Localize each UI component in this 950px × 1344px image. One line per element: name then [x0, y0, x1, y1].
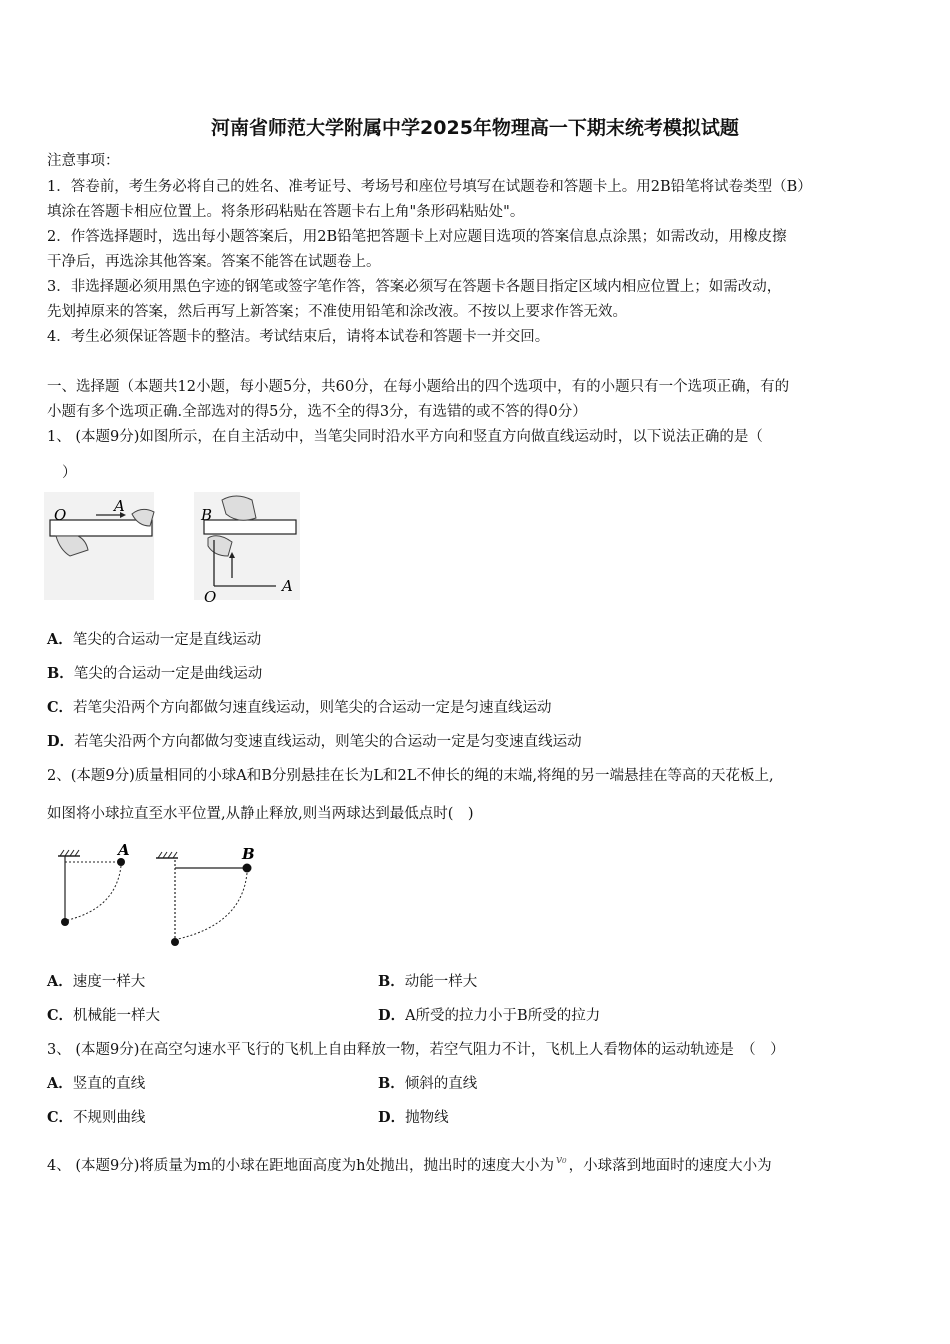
option-key: A．: [47, 1075, 73, 1092]
option-b[interactable]: [378, 972, 477, 992]
option-a[interactable]: [47, 972, 145, 992]
option-key: C．: [47, 1109, 74, 1126]
option-text: 不规则曲线: [73, 1110, 146, 1126]
ball-a-lowest: [61, 918, 69, 926]
option-key: B．: [378, 973, 405, 990]
notice-line: 2．作答选择题时，选出每小题答案后，用2B铅笔把答题卡上对应题目选项的答案信息点涂黑；如需改动，用橡皮擦: [47, 229, 787, 245]
option-text: 若笔尖沿两个方向都做匀变速直线运动，则笔尖的合运动一定是匀变速直线运动: [74, 734, 582, 750]
option-text: 若笔尖沿两个方向都做匀速直线运动，则笔尖的合运动一定是匀速直线运动: [73, 700, 552, 716]
label-a: A: [118, 841, 130, 859]
section-heading-line: 一、选择题（本题共12小题，每小题5分，共60分，在每小题给出的四个选项中，有的小题只有一个选项正确，有的: [47, 379, 790, 395]
question-3-stem: 3、 (本题9分)在高空匀速水平飞行的飞机上自由释放一物，若空气阻力不计，飞机上人看物体的运动轨迹是 （ ）: [47, 1042, 785, 1058]
option-b[interactable]: [47, 664, 262, 684]
notice-line: 1．答卷前，考生务必将自己的姓名、准考证号、考场号和座位号填写在试题卷和答题卡上。用2B铅笔将试卷类型（B）: [47, 179, 812, 195]
ball-b-lowest: [171, 938, 179, 946]
option-text: 倾斜的直线: [404, 1076, 478, 1092]
label-b: B: [201, 506, 213, 524]
option-text: 动能一样大: [404, 974, 478, 990]
v0-symbol: v₀: [555, 1153, 567, 1166]
option-key: B．: [378, 1075, 405, 1092]
option-text: 笔尖的合运动一定是曲线运动: [73, 666, 263, 682]
section-heading-line: 小题有多个选项正确.全部选对的得5分，选不全的得3分，有选错的或不答的得0分）: [47, 404, 587, 420]
option-key: D．: [47, 733, 75, 750]
option-c[interactable]: [47, 1108, 146, 1128]
option-key: D．: [378, 1007, 406, 1024]
notice-line: 4．考生必须保证答题卡的整洁。考试结束后，请将本试卷和答题卡一并交回。: [47, 329, 550, 345]
label-b: B: [242, 845, 255, 863]
question-2-stem: 2、(本题9分)质量相同的小球A和B分别悬挂在长为L和2L不伸长的绳的末端,将绳的另一端悬挂在等高的天花板上,: [47, 768, 774, 784]
option-key: C．: [47, 1007, 74, 1024]
question-2-figure: [52, 838, 272, 950]
ceiling-hatch: [158, 852, 177, 858]
ball-a: [117, 858, 125, 866]
question-4-stem: [47, 1153, 772, 1177]
option-text: 竖直的直线: [72, 1076, 146, 1092]
option-a[interactable]: [47, 630, 261, 650]
option-c[interactable]: [47, 1006, 160, 1026]
option-text: A所受的拉力小于B所受的拉力: [405, 1008, 601, 1024]
ruler: [204, 520, 296, 534]
notice-line: 填涂在答题卡相应位置上。将条形码粘贴在答题卡右上角"条形码粘贴处"。: [47, 204, 525, 220]
option-d[interactable]: [378, 1108, 449, 1128]
option-a[interactable]: [47, 1074, 145, 1094]
option-text: 速度一样大: [72, 974, 146, 990]
question-1-figure: [44, 492, 300, 604]
option-text: 机械能一样大: [73, 1008, 161, 1024]
option-key: A．: [47, 973, 73, 990]
label-a: A: [282, 577, 293, 595]
ceiling-hatch: [60, 850, 79, 856]
option-b[interactable]: [378, 1074, 477, 1094]
notice-heading: 注意事项：: [47, 153, 120, 169]
option-key: D．: [378, 1109, 406, 1126]
label-a: A: [114, 497, 125, 515]
page-title: 河南省师范大学附属中学2025年物理高一下期末统考模拟试题: [211, 117, 739, 139]
swing-arc: [68, 866, 121, 920]
notice-line: 3．非选择题必须用黑色字迹的钢笔或签字笔作答，答案必须写在答题卡各题目指定区域内相应位置上；如需改动，: [47, 279, 782, 295]
question-2-stem: 如图将小球拉直至水平位置,从静止释放,则当两球达到最低点时( ): [47, 806, 474, 822]
option-text: 笔尖的合运动一定是直线运动: [72, 632, 262, 648]
option-key: C．: [47, 699, 74, 716]
question-1-stem-end: ）: [62, 465, 77, 481]
option-d[interactable]: [47, 732, 582, 752]
option-key: A．: [47, 631, 73, 648]
label-o: O: [204, 588, 217, 604]
option-key: B．: [47, 665, 74, 682]
swing-arc: [178, 873, 247, 939]
option-d[interactable]: [378, 1006, 600, 1026]
question-1-stem: 1、 (本题9分)如图所示，在自主活动中，当笔尖同时沿水平方向和竖直方向做直线运动时，以下说法正确的是（: [47, 429, 763, 445]
question-4-stem-part: 4、 (本题9分)将质量为m的小球在距地面高度为h处抛出，抛出时的速度大小为: [47, 1158, 554, 1174]
notice-line: 先划掉原来的答案，然后再写上新答案；不准使用铅笔和涂改液。不按以上要求作答无效。: [47, 304, 627, 320]
option-text: 抛物线: [405, 1110, 449, 1126]
ball-b: [243, 864, 252, 873]
question-4-stem-part: ，小球落到地面时的速度大小为: [568, 1158, 772, 1174]
option-c[interactable]: [47, 698, 552, 718]
notice-line: 干净后，再选涂其他答案。答案不能答在试题卷上。: [47, 254, 381, 270]
label-o: O: [54, 506, 67, 524]
